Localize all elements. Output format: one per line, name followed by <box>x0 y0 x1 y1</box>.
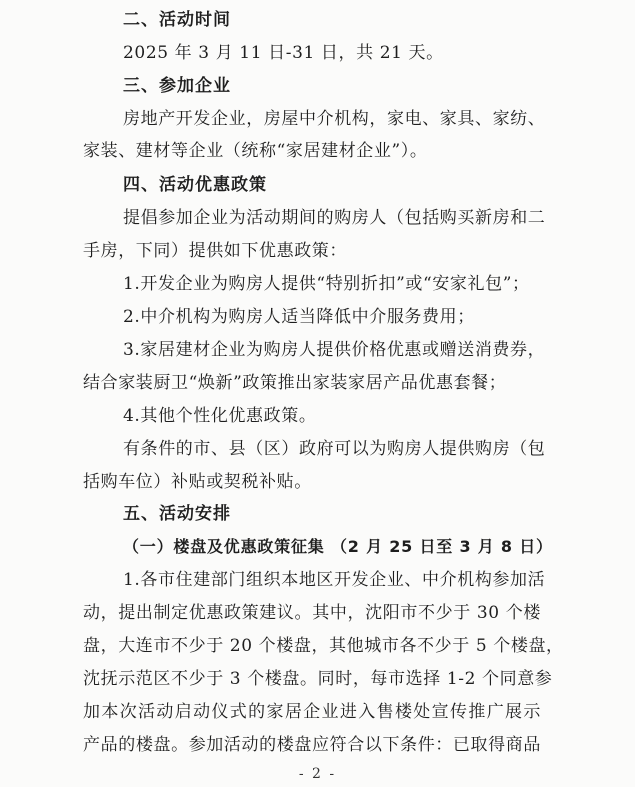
section-5-body-line-3: 盘，大连市不少于 20 个楼盘，其他城市各不少于 5 个楼盘， <box>83 636 564 656</box>
section-4-title: 四、活动优惠政策 <box>123 175 267 195</box>
section-3-body-line-2: 家装、建材等企业（统称“家居建材企业”）。 <box>83 141 428 161</box>
section-5-title: 五、活动安排 <box>123 504 231 524</box>
section-5-body-line-6: 产品的楼盘。参加活动的楼盘应符合以下条件：已取得商品 <box>83 735 541 755</box>
section-4-item-3-line-2: 结合家装厨卫“焕新”政策推出家装家居产品优惠套餐； <box>83 373 507 393</box>
section-4-intro-line-1: 提倡参加企业为活动期间的购房人（包括购买新房和二 <box>123 208 546 228</box>
section-3-title: 三、参加企业 <box>123 76 231 96</box>
section-4-extra-line-1: 有条件的市、县（区）政府可以为购房人提供购房（包 <box>123 439 546 459</box>
page-number: - 2 - <box>298 766 337 782</box>
section-4-extra-line-2: 括购车位）补贴或契税补贴。 <box>83 472 312 492</box>
section-4-item-2: 2.中介机构为购房人适当降低中介服务费用； <box>123 307 475 327</box>
section-5-body-line-5: 加本次活动启动仪式的家居企业进入售楼处宣传推广展示 <box>83 702 541 722</box>
section-3-body-line-1: 房地产开发企业，房屋中介机构，家电、家具、家纺、 <box>123 109 546 129</box>
section-4-intro-line-2: 手房，下同）提供如下优惠政策： <box>83 241 347 261</box>
section-2-title: 二、活动时间 <box>123 10 231 30</box>
section-5-body-line-2: 动，提出制定优惠政策建议。其中，沈阳市不少于 30 个楼 <box>83 603 541 623</box>
section-5-body-line-4: 沈抚示范区不少于 3 个楼盘。同时，每市选择 1-2 个同意参 <box>83 669 553 689</box>
section-4-item-1: 1.开发企业为购房人提供“特别折扣”或“安家礼包”； <box>123 274 530 294</box>
section-4-item-3-line-1: 3.家居建材企业为购房人提供价格优惠或赠送消费券， <box>123 340 546 360</box>
section-2-body: 2025 年 3 月 11 日-31 日，共 21 天。 <box>123 43 444 63</box>
section-5-body-line-1: 1.各市住建部门组织本地区开发企业、中介机构参加活 <box>123 570 546 590</box>
section-4-item-4: 4.其他个性化优惠政策。 <box>123 406 317 426</box>
section-5-subheading-1: （一）楼盘及优惠政策征集 （2 月 25 日至 3 月 8 日） <box>123 537 553 556</box>
